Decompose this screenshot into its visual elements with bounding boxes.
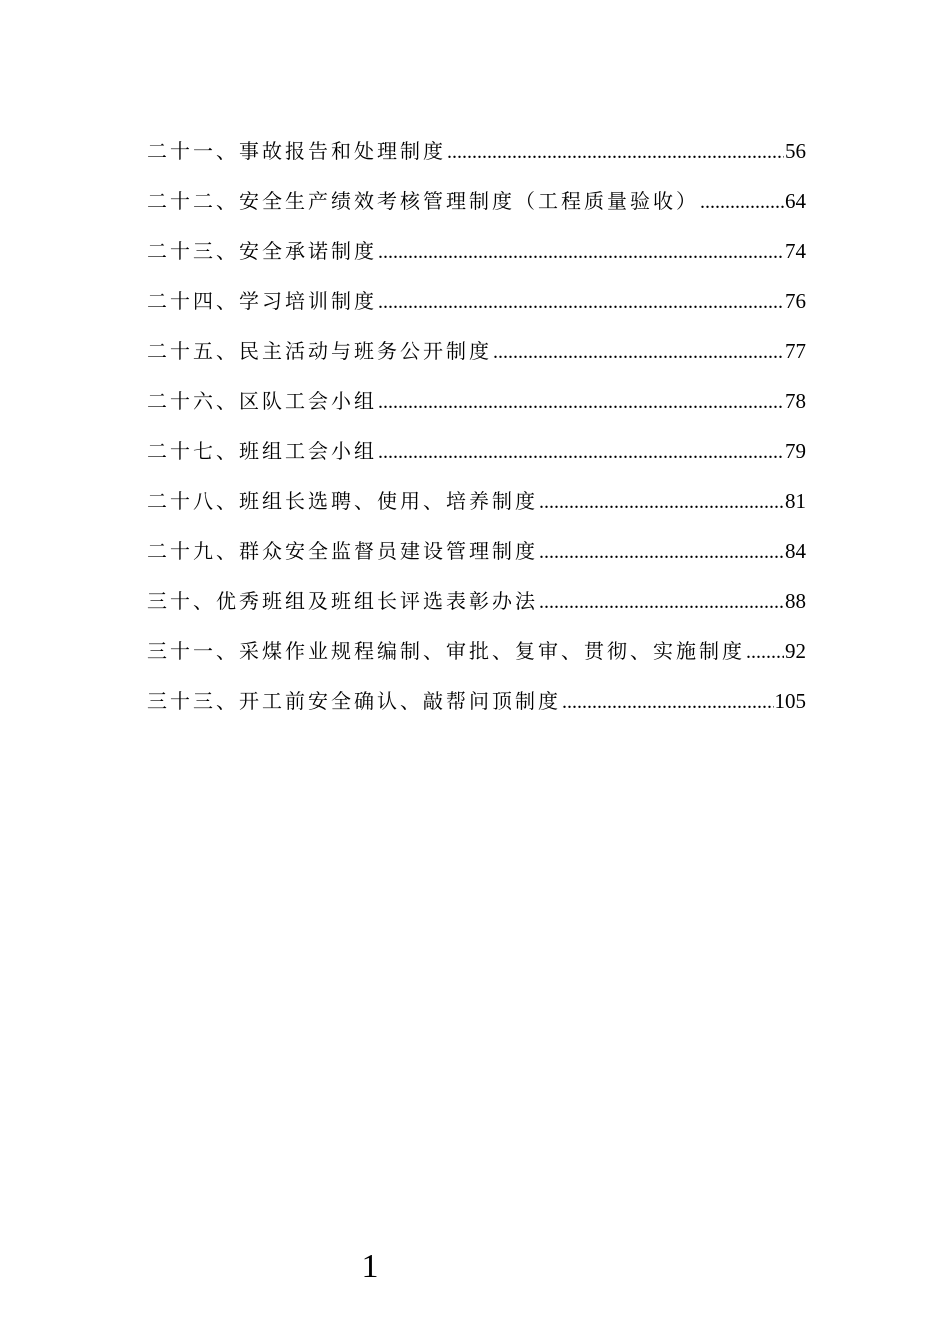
toc-entry[interactable] xyxy=(147,533,806,583)
toc-entry[interactable] xyxy=(147,283,806,333)
toc-entry-title: 二十三、安全承诺制度 xyxy=(147,239,377,263)
toc-dot-leader xyxy=(700,184,784,220)
toc-dot-leader xyxy=(378,384,784,420)
toc-entry-page: 79 xyxy=(785,439,806,463)
toc-entry-title: 二十四、学习培训制度 xyxy=(147,289,377,313)
toc-dot-leader xyxy=(378,234,784,270)
toc-entry-title: 三十、优秀班组及班组长评选表彰办法 xyxy=(147,589,538,613)
toc-dot-leader xyxy=(539,534,784,570)
toc-entry-title: 三十一、采煤作业规程编制、审批、复审、贯彻、实施制度 xyxy=(147,639,745,663)
toc-entry-title: 二十一、事故报告和处理制度 xyxy=(147,139,446,163)
toc-entry[interactable] xyxy=(147,683,806,733)
toc-dot-leader xyxy=(447,134,784,170)
toc-entry-page: 77 xyxy=(785,339,806,363)
toc-entry-title: 三十三、开工前安全确认、敲帮问顶制度 xyxy=(147,689,561,713)
toc-entry-page: 88 xyxy=(785,589,806,613)
toc-entry-page: 84 xyxy=(785,539,806,563)
page-number: 1 xyxy=(361,1248,379,1285)
toc-dot-leader xyxy=(539,584,784,620)
toc-entry[interactable] xyxy=(147,133,806,183)
toc-entry[interactable] xyxy=(147,483,806,533)
toc-entry-page: 56 xyxy=(785,139,806,163)
toc-entry[interactable] xyxy=(147,633,806,683)
toc-entry-title: 二十八、班组长选聘、使用、培养制度 xyxy=(147,489,538,513)
toc-entry[interactable] xyxy=(147,383,806,433)
toc-entry[interactable] xyxy=(147,583,806,633)
toc-entry[interactable] xyxy=(147,183,806,233)
toc-entry-title: 二十九、群众安全监督员建设管理制度 xyxy=(147,539,538,563)
toc-entry[interactable] xyxy=(147,333,806,383)
toc-entry-page: 78 xyxy=(785,389,806,413)
toc-dot-leader xyxy=(378,284,784,320)
toc-entry-title: 二十六、区队工会小组 xyxy=(147,389,377,413)
table-of-contents xyxy=(147,133,806,733)
toc-dot-leader xyxy=(493,334,784,370)
toc-entry-title: 二十五、民主活动与班务公开制度 xyxy=(147,339,492,363)
toc-entry[interactable] xyxy=(147,433,806,483)
toc-entry-page: 105 xyxy=(774,689,806,713)
toc-dot-leader xyxy=(562,684,774,720)
toc-entry-page: 92 xyxy=(785,639,806,663)
toc-entry-page: 76 xyxy=(785,289,806,313)
toc-entry-title: 二十七、班组工会小组 xyxy=(147,439,377,463)
toc-entry-page: 74 xyxy=(785,239,806,263)
toc-dot-leader xyxy=(746,634,784,670)
toc-entry-page: 64 xyxy=(785,189,806,213)
toc-entry[interactable] xyxy=(147,233,806,283)
toc-dot-leader xyxy=(378,434,784,470)
toc-entry-page: 81 xyxy=(785,489,806,513)
toc-entry-title: 二十二、安全生产绩效考核管理制度（工程质量验收） xyxy=(147,189,699,213)
toc-dot-leader xyxy=(539,484,784,520)
